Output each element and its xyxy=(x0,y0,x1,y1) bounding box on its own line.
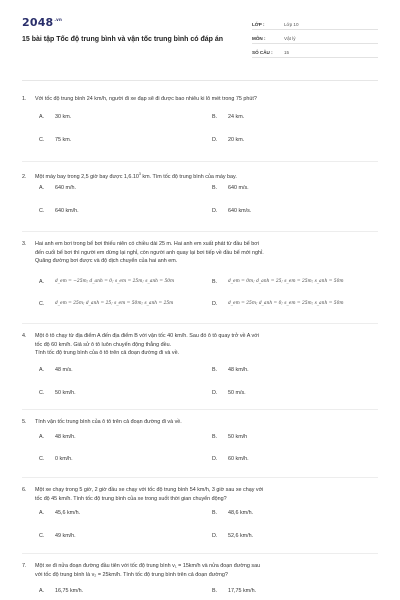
question-line: Một máy bay trong 2,5 giờ bay được 1,6.10 xyxy=(35,173,139,180)
question-line: Quãng đường bơi được và độ dịch chuyển của hai anh em. xyxy=(35,258,178,265)
page-title: 15 bài tập Tốc độ trung bình và vận tốc trung bình có đáp án xyxy=(22,36,224,43)
question-text xyxy=(22,170,378,181)
option-c[interactable] xyxy=(39,533,76,539)
option-text: 17,75 km/h. xyxy=(228,588,257,594)
option-b[interactable] xyxy=(212,367,249,373)
option-text: 75 km. xyxy=(55,137,72,143)
option-text: 640 m/h. xyxy=(55,185,76,191)
exponent: 3 xyxy=(138,172,141,176)
meta-info xyxy=(252,17,378,66)
option-a[interactable] xyxy=(39,434,76,440)
question-7 xyxy=(22,554,378,600)
option-text: 52,6 km/h. xyxy=(228,533,254,539)
option-b[interactable] xyxy=(212,588,256,594)
option-text: 24 km. xyxy=(228,114,245,120)
option-letter: D. xyxy=(212,390,218,396)
option-text: 60 km/h. xyxy=(228,456,249,462)
option-letter: B. xyxy=(212,434,218,440)
option-letter: A. xyxy=(39,367,45,373)
option-text: 48,6 km/h. xyxy=(228,510,254,516)
option-letter: A. xyxy=(39,185,45,191)
option-letter: B. xyxy=(212,510,218,516)
option-a[interactable] xyxy=(39,367,73,373)
question-1 xyxy=(22,87,378,162)
question-6 xyxy=(22,478,378,554)
option-c[interactable] xyxy=(39,208,79,214)
question-number: 2. xyxy=(22,173,27,180)
option-text: d_em = −25m; d_anh = 0; s_em = 25m; s_anh = 50m xyxy=(55,279,175,284)
option-text: 49 km/h. xyxy=(55,533,76,539)
question-line: tốc độ 60 km/h. Giả sử ô tô luôn chuyển động thẳng đều. xyxy=(35,341,172,348)
option-letter: C. xyxy=(39,137,45,143)
question-2 xyxy=(22,162,378,232)
brand-logo[interactable] xyxy=(22,16,252,29)
question-text xyxy=(22,95,378,104)
meta-row-class xyxy=(252,17,378,30)
option-d[interactable] xyxy=(212,533,253,539)
question-4 xyxy=(22,324,378,410)
question-number: 7. xyxy=(22,563,27,569)
question-number: 5. xyxy=(22,419,27,425)
option-text: 640 km/s. xyxy=(228,208,252,214)
question-text xyxy=(22,486,378,503)
option-c[interactable] xyxy=(39,456,73,462)
option-letter: B. xyxy=(212,279,218,285)
option-letter: C. xyxy=(39,301,45,307)
option-b[interactable] xyxy=(212,434,247,440)
option-b[interactable] xyxy=(212,510,253,516)
question-line: với tốc độ trung bình là v₂ = 25km/h. Tính tốc độ trung bình trên cả đoạn đường? xyxy=(35,571,228,578)
option-letter: B. xyxy=(212,588,218,594)
question-line: Một xe đi nửa đoạn đường đầu tiên với tốc độ trung bình v₁ = 15km/h và nửa đoạn đường sau xyxy=(35,563,261,569)
option-a[interactable] xyxy=(39,185,76,191)
option-b[interactable] xyxy=(212,185,249,191)
header-left xyxy=(22,16,252,66)
option-letter: A. xyxy=(39,588,45,594)
option-letter: C. xyxy=(39,456,45,462)
option-d[interactable] xyxy=(212,208,251,214)
option-letter: B. xyxy=(212,185,218,191)
option-letter: C. xyxy=(39,208,45,214)
question-line: Tính tốc độ trung bình của ô tô trên cả đoạn đường đi và về. xyxy=(35,350,180,357)
option-text: d_em = 0m; d_anh = 25; s_em = 25m; s_anh = 50m xyxy=(228,279,344,284)
option-text: 50 km/h. xyxy=(55,390,76,396)
option-d[interactable] xyxy=(212,301,344,307)
question-line: Hai anh em bơi trong bể bơi thiếu niên có chiều dài 25 m. Hai anh em xuất phát từ đầu bể bơi xyxy=(35,241,259,247)
option-c[interactable] xyxy=(39,137,71,143)
question-text xyxy=(22,332,378,358)
option-text: 50 m/s. xyxy=(228,390,246,396)
brand-name: 2048 xyxy=(22,16,54,29)
option-text: 16,75 km/h. xyxy=(55,588,84,594)
meta-label: SỐ CÂU : xyxy=(252,50,273,55)
question-number: 3. xyxy=(22,241,27,247)
question-line: Một ô tô chạy từ địa điểm A đến địa điểm B với vận tốc 40 km/h. Sau đó ô tô quay trở về A với xyxy=(35,333,259,339)
option-text: d_em = 25m; d_anh = 25; s_em = 50m; s_anh = 25m xyxy=(55,301,174,306)
option-letter: D. xyxy=(212,456,218,462)
option-letter: D. xyxy=(212,137,218,143)
question-number: 6. xyxy=(22,487,27,493)
question-number: 4. xyxy=(22,333,27,339)
meta-label: LỚP : xyxy=(252,22,265,27)
option-text: 30 km. xyxy=(55,114,72,120)
option-d[interactable] xyxy=(212,137,244,143)
question-line: Với tốc độ trung bình 24 km/h, người đi xe đạp sẽ đi được bao nhiêu ki lô mét trong 75 phút? xyxy=(35,96,257,102)
option-text: 48 km/h. xyxy=(55,434,76,440)
option-a[interactable] xyxy=(39,510,80,516)
option-letter: B. xyxy=(212,367,218,373)
option-text: 50 km/h xyxy=(228,434,248,440)
question-line: km. Tìm tốc độ trung bình của máy bay. xyxy=(140,173,237,180)
option-text: 48 km/h. xyxy=(228,367,249,373)
option-letter: A. xyxy=(39,434,45,440)
question-line: Tính vận tốc trung bình của ô tô trên cả đoạn đường đi và về. xyxy=(35,419,182,425)
option-text: 20 km. xyxy=(228,137,245,143)
option-b[interactable] xyxy=(212,114,244,120)
option-letter: A. xyxy=(39,114,45,120)
question-text xyxy=(22,240,378,266)
option-b[interactable] xyxy=(212,279,344,285)
option-text: d_em = 25m; d_anh = 0; s_em = 25m; s_anh = 50m xyxy=(228,301,344,306)
option-c[interactable] xyxy=(39,390,76,396)
meta-label: MÔN : xyxy=(252,36,266,41)
option-letter: D. xyxy=(212,533,218,539)
question-5 xyxy=(22,410,378,478)
option-text: 0 km/h. xyxy=(55,456,73,462)
header xyxy=(22,0,378,66)
question-line: đến cuối bể bơi thì người em dừng lại nghỉ, còn người anh quay lại bơi tiếp về đầu bể mới nghỉ. xyxy=(35,249,264,256)
question-number: 1. xyxy=(22,96,27,102)
option-text: 640 km/h. xyxy=(55,208,79,214)
option-d[interactable] xyxy=(212,456,249,462)
option-letter: D. xyxy=(212,301,218,307)
option-letter: C. xyxy=(39,390,45,396)
option-text: 48 m/s. xyxy=(55,367,73,373)
meta-value: 15 xyxy=(284,50,290,55)
question-3 xyxy=(22,232,378,324)
option-a[interactable] xyxy=(39,114,71,120)
option-letter: A. xyxy=(39,279,45,285)
question-line: tốc độ 45 km/h. Tính tốc độ trung bình của xe trong suốt thời gian chuyển động? xyxy=(35,495,227,502)
option-text: 640 m/s. xyxy=(228,185,249,191)
option-text: 45,6 km/h. xyxy=(55,510,81,516)
option-a[interactable] xyxy=(39,588,83,594)
meta-value: Lớp 10 xyxy=(284,22,299,27)
meta-row-count xyxy=(252,45,378,58)
question-line: Một xe chạy trong 5 giờ, 2 giờ đầu xe chạy với tốc độ trung bình 54 km/h, 3 giờ sau xe chạy với xyxy=(35,487,264,493)
option-letter: A. xyxy=(39,510,45,516)
option-d[interactable] xyxy=(212,390,246,396)
question-text xyxy=(22,418,378,427)
option-a[interactable] xyxy=(39,279,174,285)
option-c[interactable] xyxy=(39,301,173,307)
option-letter: D. xyxy=(212,208,218,214)
meta-value: Vật lý xyxy=(284,36,296,41)
question-text xyxy=(22,562,378,579)
header-divider xyxy=(22,80,378,81)
question-list xyxy=(22,87,378,600)
brand-tld: .vn xyxy=(54,17,62,23)
option-letter: B. xyxy=(212,114,218,120)
meta-row-subject xyxy=(252,31,378,44)
option-letter: C. xyxy=(39,533,45,539)
